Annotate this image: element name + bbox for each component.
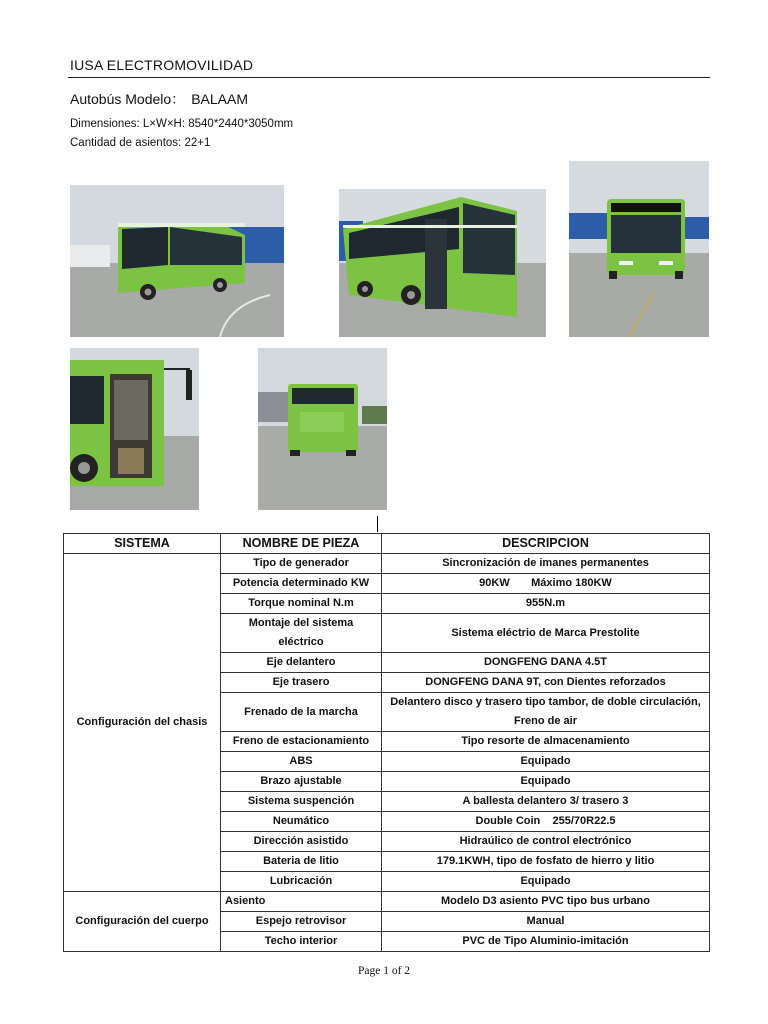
model-label: Autobús Modelo： (70, 91, 186, 107)
bus-photo-front (569, 161, 709, 337)
part-name-cell: Espejo retrovisor (221, 912, 382, 932)
description-cell: A ballesta delantero 3/ trasero 3 (382, 792, 710, 812)
part-name-cell: Asiento (221, 892, 382, 912)
part-name-cell: Tipo de generador (221, 554, 382, 574)
part-name-cell: Montaje del sistema eléctrico (221, 614, 382, 653)
part-name-cell: Potencia determinado KW (221, 574, 382, 594)
page-footer: Page 1 of 2 (357, 965, 411, 977)
part-name-cell: Frenado de la marcha (221, 693, 382, 732)
description-cell: PVC de Tipo Aluminio-imitación (382, 932, 710, 952)
system-cell: Configuración del chasis (64, 554, 221, 892)
part-name-cell: Sistema suspención (221, 792, 382, 812)
description-cell: DONGFENG DANA 9T, con Dientes reforzados (382, 673, 710, 693)
description-cell: Double Coin 255/70R22.5 (382, 812, 710, 832)
table-header-row (64, 534, 710, 554)
description-cell: 955N.m (382, 594, 710, 614)
description-cell: 179.1KWH, tipo de fosfato de hierro y litio (382, 852, 710, 872)
part-name-cell: ABS (221, 752, 382, 772)
description-cell: Hidraúlico de control electrónico (382, 832, 710, 852)
bus-photo-rear (258, 348, 387, 510)
table-row (64, 892, 710, 912)
description-cell: Sincronización de imanes permanentes (382, 554, 710, 574)
part-name-cell: Bateria de litio (221, 852, 382, 872)
table-row (64, 554, 710, 574)
model-value: BALAAM (191, 91, 248, 107)
description-cell: Delantero disco y trasero tipo tambor, de doble circulación, Freno de air (382, 693, 710, 732)
system-cell: Configuración del cuerpo (64, 892, 221, 952)
header-system: SISTEMA (64, 534, 221, 554)
part-name-cell: Eje delantero (221, 653, 382, 673)
part-name-cell: Freno de estacionamiento (221, 732, 382, 752)
part-name-cell: Torque nominal N.m (221, 594, 382, 614)
description-cell: Equipado (382, 752, 710, 772)
company-title: IUSA ELECTROMOVILIDAD (70, 57, 254, 73)
part-name-cell: Brazo ajustable (221, 772, 382, 792)
bus-photo-door (70, 348, 199, 510)
model-line (70, 89, 248, 109)
table-body (64, 554, 710, 952)
description-cell: Modelo D3 asiento PVC tipo bus urbano (382, 892, 710, 912)
bus-photo-side-right (339, 189, 546, 337)
part-name-cell: Techo interior (221, 932, 382, 952)
part-name-cell: Lubricación (221, 872, 382, 892)
header-rule (68, 77, 710, 78)
part-name-cell: Eje trasero (221, 673, 382, 693)
bus-photo-front-left (70, 185, 284, 337)
description-cell: DONGFENG DANA 4.5T (382, 653, 710, 673)
description-cell: 90KW Máximo 180KW (382, 574, 710, 594)
seats-text: Cantidad de asientos: 22+1 (70, 137, 211, 149)
description-cell: Tipo resorte de almacenamiento (382, 732, 710, 752)
description-cell: Sistema eléctrio de Marca Prestolite (382, 614, 710, 653)
spec-table (63, 533, 710, 952)
description-cell: Equipado (382, 872, 710, 892)
dimensions-text: Dimensiones: L×W×H: 8540*2440*3050mm (70, 118, 294, 130)
description-cell: Equipado (382, 772, 710, 792)
description-cell: Manual (382, 912, 710, 932)
part-name-cell: Neumático (221, 812, 382, 832)
text-cursor (377, 516, 378, 532)
part-name-cell: Dirección asistido (221, 832, 382, 852)
header-description: DESCRIPCION (382, 534, 710, 554)
header-part-name: NOMBRE DE PIEZA (221, 534, 382, 554)
